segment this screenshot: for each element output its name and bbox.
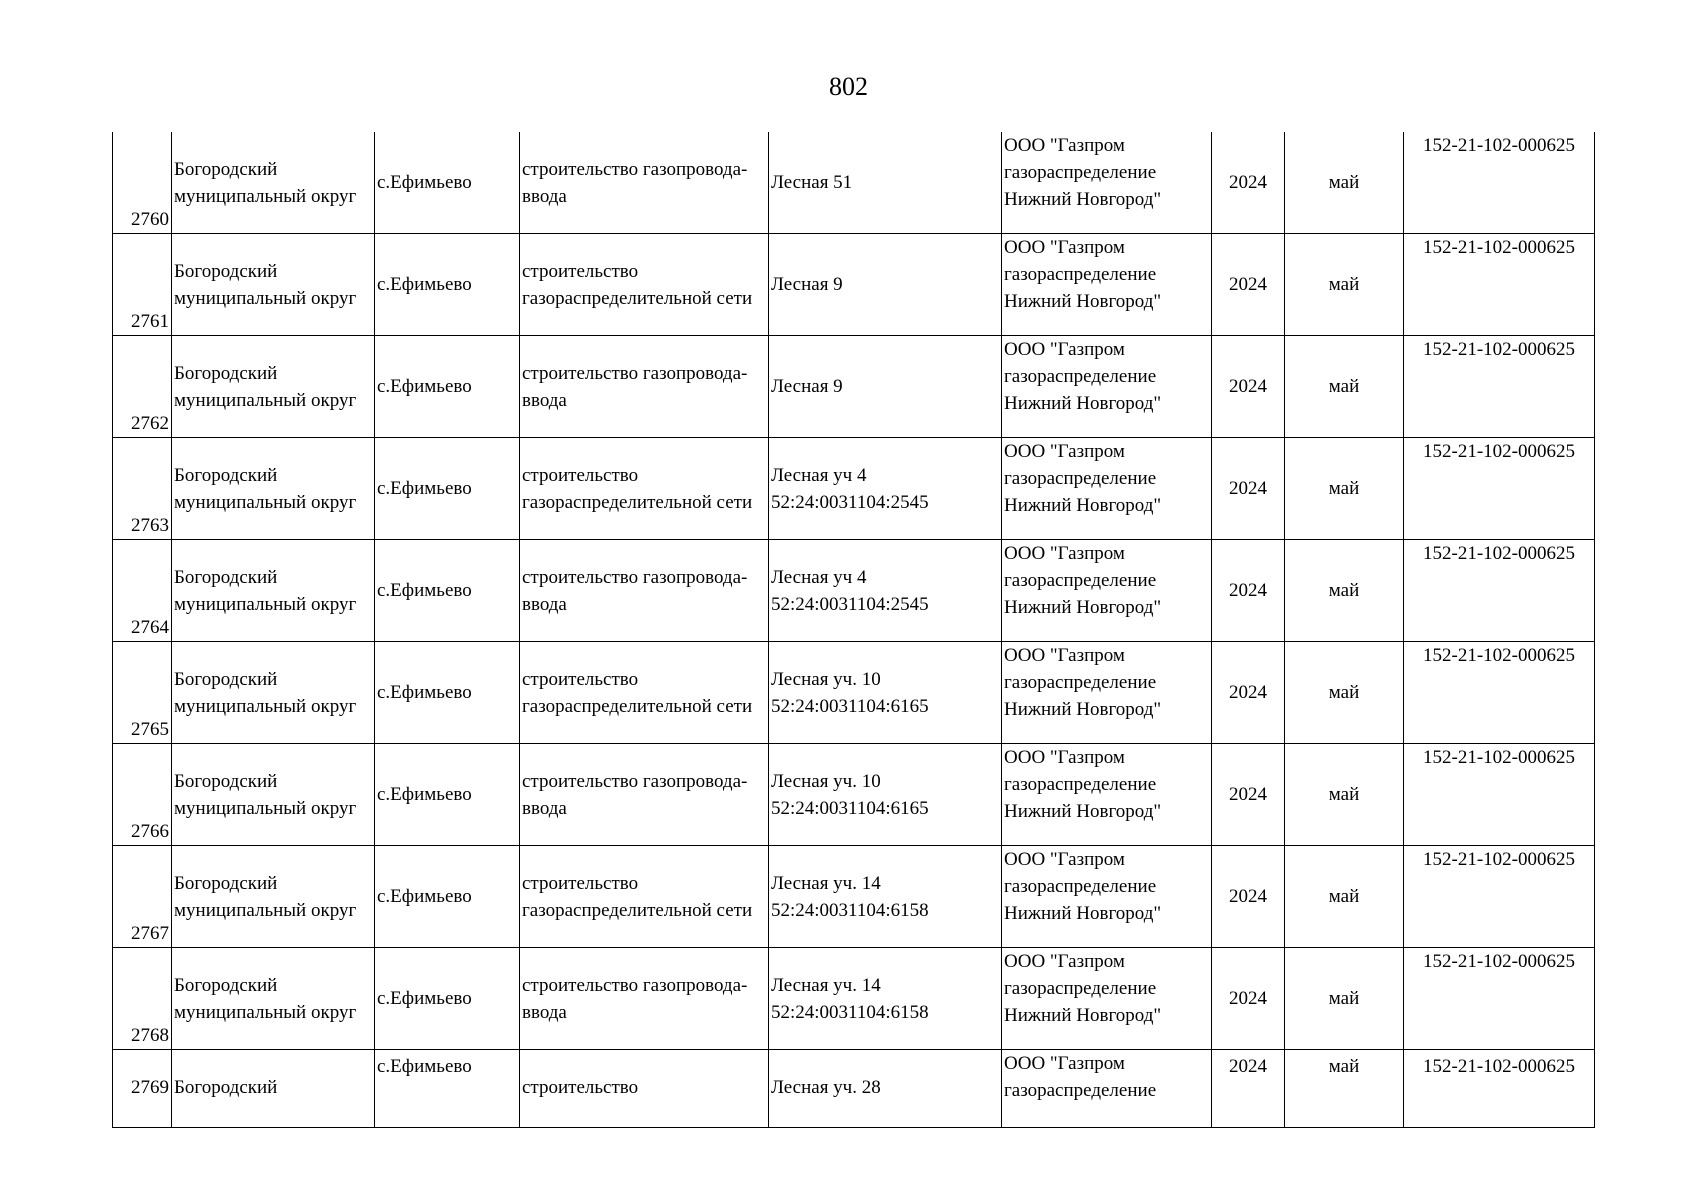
work-type-cell: [520, 336, 769, 438]
organization-line: газораспределение: [1004, 774, 1157, 795]
address-cell: [769, 234, 1002, 336]
district-line: Богородский: [174, 158, 278, 180]
district-line: Богородский: [174, 566, 278, 588]
district-line: Богородский: [174, 872, 278, 894]
year-cell: 2024: [1212, 438, 1285, 540]
district-cell: [172, 1050, 375, 1128]
month-cell: май: [1285, 846, 1404, 948]
address-line: 52:24:0031104:6158: [771, 899, 929, 921]
organization-line: газораспределение: [1004, 162, 1157, 183]
settlement-cell: с.Ефимьево: [375, 1050, 520, 1128]
month-cell: май: [1285, 948, 1404, 1050]
organization-line: ООО "Газпром: [1004, 645, 1125, 666]
table-row: [113, 642, 1595, 744]
organization-line: газораспределение: [1004, 468, 1157, 489]
registry-code-cell: 152-21-102-000625: [1404, 336, 1595, 438]
organization-line: газораспределение: [1004, 1080, 1157, 1101]
address-cell: [769, 846, 1002, 948]
work-type-line: строительство газопровода-: [522, 566, 748, 588]
table-row: [113, 438, 1595, 540]
month-cell: май: [1285, 744, 1404, 846]
table-row: [113, 1050, 1595, 1128]
month-cell: май: [1285, 132, 1404, 234]
work-type-cell: [520, 642, 769, 744]
registry-code-cell: 152-21-102-000625: [1404, 132, 1595, 234]
registry-code-cell: 152-21-102-000625: [1404, 438, 1595, 540]
table-row: [113, 846, 1595, 948]
organization-cell: [1002, 132, 1212, 234]
organization-cell: [1002, 744, 1212, 846]
settlement-cell: с.Ефимьево: [375, 642, 520, 744]
organization-cell: [1002, 846, 1212, 948]
work-type-line: ввода: [522, 593, 567, 615]
district-cell: [172, 744, 375, 846]
district-cell: [172, 336, 375, 438]
address-line: Лесная уч. 14: [771, 872, 881, 894]
year-cell: 2024: [1212, 540, 1285, 642]
settlement-cell: с.Ефимьево: [375, 846, 520, 948]
district-line: муниципальный округ: [174, 185, 357, 207]
district-line: муниципальный округ: [174, 797, 357, 819]
work-type-line: газораспределительной сети: [522, 899, 753, 921]
month-cell: май: [1285, 642, 1404, 744]
row-number-cell: 2762: [113, 336, 172, 438]
year-cell: 2024: [1212, 642, 1285, 744]
work-type-line: газораспределительной сети: [522, 491, 753, 513]
year-cell: 2024: [1212, 846, 1285, 948]
district-line: муниципальный округ: [174, 1001, 357, 1023]
row-number-cell: 2768: [113, 948, 172, 1050]
settlement-cell: с.Ефимьево: [375, 744, 520, 846]
work-type-cell: [520, 846, 769, 948]
year-cell: 2024: [1212, 234, 1285, 336]
organization-line: Нижний Новгород": [1004, 801, 1162, 822]
work-type-cell: [520, 438, 769, 540]
settlement-cell: с.Ефимьево: [375, 234, 520, 336]
year-cell: 2024: [1212, 132, 1285, 234]
gas-works-table: [112, 132, 1595, 1128]
work-type-cell: [520, 948, 769, 1050]
organization-line: Нижний Новгород": [1004, 393, 1162, 414]
address-cell: [769, 132, 1002, 234]
registry-code-cell: 152-21-102-000625: [1404, 540, 1595, 642]
address-cell: [769, 336, 1002, 438]
year-cell: 2024: [1212, 744, 1285, 846]
row-number-cell: 2763: [113, 438, 172, 540]
settlement-cell: с.Ефимьево: [375, 438, 520, 540]
month-cell: май: [1285, 234, 1404, 336]
work-type-line: строительство: [522, 872, 639, 894]
district-cell: [172, 948, 375, 1050]
work-type-line: строительство газопровода-: [522, 158, 748, 180]
organization-cell: [1002, 642, 1212, 744]
organization-line: Нижний Новгород": [1004, 495, 1162, 516]
work-type-cell: [520, 1050, 769, 1128]
work-type-line: строительство: [522, 1077, 639, 1098]
settlement-cell: с.Ефимьево: [375, 336, 520, 438]
work-type-line: строительство: [522, 260, 639, 282]
work-type-line: строительство газопровода-: [522, 770, 748, 792]
district-line: муниципальный округ: [174, 593, 357, 615]
district-line: муниципальный округ: [174, 695, 357, 717]
year-cell: 2024: [1212, 948, 1285, 1050]
settlement-cell: с.Ефимьево: [375, 132, 520, 234]
organization-line: газораспределение: [1004, 876, 1157, 897]
organization-line: ООО "Газпром: [1004, 339, 1125, 360]
registry-code-cell: 152-21-102-000625: [1404, 1050, 1595, 1128]
address-line: Лесная 9: [771, 376, 843, 397]
address-line: 52:24:0031104:2545: [771, 491, 929, 513]
district-cell: [172, 846, 375, 948]
work-type-line: ввода: [522, 797, 567, 819]
district-cell: [172, 540, 375, 642]
address-line: Лесная 51: [771, 172, 853, 193]
organization-line: газораспределение: [1004, 264, 1157, 285]
month-cell: май: [1285, 1050, 1404, 1128]
address-line: Лесная уч. 28: [771, 1077, 881, 1098]
year-cell: 2024: [1212, 336, 1285, 438]
work-type-line: строительство газопровода-: [522, 974, 748, 996]
registry-code-cell: 152-21-102-000625: [1404, 744, 1595, 846]
month-cell: май: [1285, 336, 1404, 438]
organization-line: Нижний Новгород": [1004, 189, 1162, 210]
work-type-line: строительство газопровода-: [522, 362, 748, 384]
year-cell: 2024: [1212, 1050, 1285, 1128]
row-number-cell: 2760: [113, 132, 172, 234]
organization-line: Нижний Новгород": [1004, 291, 1162, 312]
page-number: 802: [829, 72, 868, 101]
address-cell: [769, 744, 1002, 846]
address-line: Лесная уч. 10: [771, 770, 881, 792]
address-line: Лесная уч 4: [771, 464, 867, 486]
work-type-line: ввода: [522, 389, 567, 411]
district-line: муниципальный округ: [174, 899, 357, 921]
table-row: [113, 540, 1595, 642]
district-line: Богородский: [174, 464, 278, 486]
organization-cell: [1002, 234, 1212, 336]
work-type-cell: [520, 132, 769, 234]
district-line: Богородский: [174, 668, 278, 690]
work-type-line: ввода: [522, 185, 567, 207]
work-type-cell: [520, 540, 769, 642]
organization-line: ООО "Газпром: [1004, 135, 1125, 156]
organization-cell: [1002, 540, 1212, 642]
month-cell: май: [1285, 540, 1404, 642]
organization-cell: [1002, 1050, 1212, 1128]
address-cell: [769, 1050, 1002, 1128]
table-row: [113, 234, 1595, 336]
organization-line: газораспределение: [1004, 978, 1157, 999]
district-line: Богородский: [174, 260, 278, 282]
work-type-line: строительство: [522, 464, 639, 486]
address-line: 52:24:0031104:2545: [771, 593, 929, 615]
table-row: [113, 132, 1595, 234]
address-cell: [769, 948, 1002, 1050]
address-cell: [769, 540, 1002, 642]
organization-line: газораспределение: [1004, 570, 1157, 591]
address-line: Лесная 9: [771, 274, 843, 295]
district-cell: [172, 642, 375, 744]
row-number-cell: 2766: [113, 744, 172, 846]
row-number-cell: 2761: [113, 234, 172, 336]
organization-cell: [1002, 948, 1212, 1050]
work-type-cell: [520, 744, 769, 846]
registry-code-cell: 152-21-102-000625: [1404, 846, 1595, 948]
row-number-cell: 2769: [113, 1050, 172, 1128]
address-line: 52:24:0031104:6165: [771, 695, 929, 717]
work-type-line: строительство: [522, 668, 639, 690]
district-line: муниципальный округ: [174, 287, 357, 309]
organization-line: ООО "Газпром: [1004, 441, 1125, 462]
district-line: Богородский: [174, 362, 278, 384]
organization-line: ООО "Газпром: [1004, 543, 1125, 564]
district-cell: [172, 234, 375, 336]
work-type-line: газораспределительной сети: [522, 695, 753, 717]
district-cell: [172, 438, 375, 540]
table-row: [113, 948, 1595, 1050]
organization-line: ООО "Газпром: [1004, 1053, 1125, 1074]
organization-line: ООО "Газпром: [1004, 849, 1125, 870]
organization-line: ООО "Газпром: [1004, 237, 1125, 258]
organization-line: ООО "Газпром: [1004, 747, 1125, 768]
district-line: муниципальный округ: [174, 491, 357, 513]
district-cell: [172, 132, 375, 234]
registry-code-cell: 152-21-102-000625: [1404, 642, 1595, 744]
organization-line: Нижний Новгород": [1004, 1005, 1162, 1026]
month-cell: май: [1285, 438, 1404, 540]
row-number-cell: 2767: [113, 846, 172, 948]
address-cell: [769, 438, 1002, 540]
address-cell: [769, 642, 1002, 744]
address-line: 52:24:0031104:6158: [771, 1001, 929, 1023]
row-number-cell: 2765: [113, 642, 172, 744]
work-type-cell: [520, 234, 769, 336]
work-type-line: газораспределительной сети: [522, 287, 753, 309]
settlement-cell: с.Ефимьево: [375, 540, 520, 642]
organization-line: Нижний Новгород": [1004, 699, 1162, 720]
district-line: муниципальный округ: [174, 389, 357, 411]
settlement-cell: с.Ефимьево: [375, 948, 520, 1050]
organization-cell: [1002, 438, 1212, 540]
organization-line: ООО "Газпром: [1004, 951, 1125, 972]
row-number-cell: 2764: [113, 540, 172, 642]
district-line: Богородский: [174, 770, 278, 792]
registry-code-cell: 152-21-102-000625: [1404, 948, 1595, 1050]
district-line: Богородский: [174, 974, 278, 996]
organization-line: газораспределение: [1004, 366, 1157, 387]
work-type-line: ввода: [522, 1001, 567, 1023]
address-line: Лесная уч 4: [771, 566, 867, 588]
address-line: Лесная уч. 10: [771, 668, 881, 690]
address-line: Лесная уч. 14: [771, 974, 881, 996]
organization-line: газораспределение: [1004, 672, 1157, 693]
organization-cell: [1002, 336, 1212, 438]
organization-line: Нижний Новгород": [1004, 597, 1162, 618]
address-line: 52:24:0031104:6165: [771, 797, 929, 819]
registry-code-cell: 152-21-102-000625: [1404, 234, 1595, 336]
organization-line: Нижний Новгород": [1004, 903, 1162, 924]
district-line: Богородский: [174, 1077, 278, 1098]
table-row: [113, 336, 1595, 438]
table-body: [113, 132, 1595, 1128]
table-row: [113, 744, 1595, 846]
